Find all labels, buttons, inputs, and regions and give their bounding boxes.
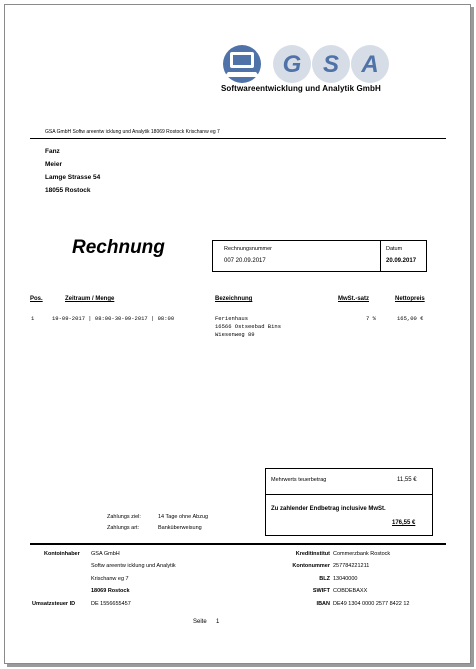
- logo-letter-g: G: [282, 51, 302, 78]
- blz-label: BLZ: [319, 576, 330, 582]
- invoice-date-label: Datum: [386, 246, 403, 252]
- vat-amount-value: 11,55 €: [397, 477, 417, 483]
- row-desc-line-3: Wiesenweg 89: [215, 331, 255, 338]
- recipient-city: 18055 Rostock: [45, 187, 91, 194]
- col-header-period: Zeitraum / Menge: [65, 296, 115, 302]
- account-owner-line-3: Krischanw eg 7: [91, 576, 129, 582]
- invoice-number-value: 007 20.09.2017: [224, 258, 266, 264]
- col-header-description: Bezeichnung: [215, 296, 253, 302]
- recipient-first-name: Fanz: [45, 148, 60, 155]
- iban-value: DE49 1304 0000 2577 8422 12: [333, 601, 410, 607]
- sender-line: GSA GmbH Softw areentw icklung und Analytik 18069 Rostock Krischanw eg 7: [45, 129, 220, 135]
- total-amount-label: Zu zahlender Endbetrag inclusive MwSt.: [271, 506, 386, 512]
- row-vat: 7 %: [366, 315, 376, 322]
- col-header-net: Nettopreis: [395, 296, 425, 302]
- document-title: Rechnung: [72, 237, 165, 258]
- totals-divider: [265, 494, 432, 495]
- col-header-vat: MwSt.-satz: [338, 296, 370, 302]
- logo-letter-s: S: [322, 51, 340, 78]
- account-owner-line-1: GSA GmbH: [91, 551, 120, 557]
- vat-id-value: DE 1556655457: [91, 601, 131, 607]
- account-owner-label: Kontoinhaber: [44, 551, 80, 557]
- account-number-value: 257784221211: [333, 563, 370, 569]
- swift-value: COBDEBAXX: [333, 588, 368, 594]
- account-owner-line-2: Softw areentw icklung und Analytik: [91, 563, 176, 569]
- invoice-info-box: [212, 240, 427, 272]
- logo-tagline: Softwareentwicklung und Analytik GmbH: [221, 84, 381, 93]
- bank-value: Commerzbank Rostock: [333, 551, 391, 557]
- vat-amount-label: Mehrwerts teuerbetrag: [271, 477, 327, 483]
- payment-method-value: Banküberweisung: [158, 525, 202, 531]
- payment-method-label: Zahlungs art:: [107, 525, 140, 531]
- col-header-pos: Pos.: [30, 296, 43, 302]
- recipient-street: Lamge Strasse 54: [45, 174, 101, 181]
- invoice-date-value: 20.09.2017: [386, 258, 417, 264]
- header-divider: [30, 138, 446, 139]
- row-pos: 1: [31, 315, 35, 322]
- account-owner-line-4: 18069 Rostock: [91, 588, 130, 594]
- vat-id-label: Umsatzsteuer ID: [32, 601, 76, 607]
- blz-value: 13040000: [333, 576, 358, 582]
- recipient-last-name: Meier: [45, 161, 62, 168]
- iban-label: IBAN: [316, 601, 330, 607]
- row-desc-line-1: Ferienhaus: [215, 315, 249, 322]
- page-label: Seite: [193, 619, 207, 625]
- row-net: 165,00 €: [397, 315, 424, 322]
- page-number: 1: [216, 619, 220, 625]
- bank-label: Kreditinstitut: [295, 551, 330, 557]
- row-desc-line-2: 16566 Ostseebad Bins: [215, 323, 282, 330]
- footer-divider: [30, 543, 446, 545]
- invoice-number-label: Rechnungsnummer: [224, 246, 272, 252]
- payment-term-label: Zahlungs ziel:: [107, 514, 141, 520]
- payment-term-value: 14 Tage ohne Abzug: [158, 514, 209, 520]
- logo-letter-a: A: [361, 51, 379, 78]
- account-number-label: Kontonummer: [292, 563, 330, 569]
- invoice-info-divider: [380, 240, 381, 271]
- swift-label: SWIFT: [312, 588, 330, 594]
- row-period: 19-09-2017 | 08:00-30-09-2017 | 08:00: [52, 315, 175, 322]
- total-amount-value: 176,55 €: [392, 520, 416, 526]
